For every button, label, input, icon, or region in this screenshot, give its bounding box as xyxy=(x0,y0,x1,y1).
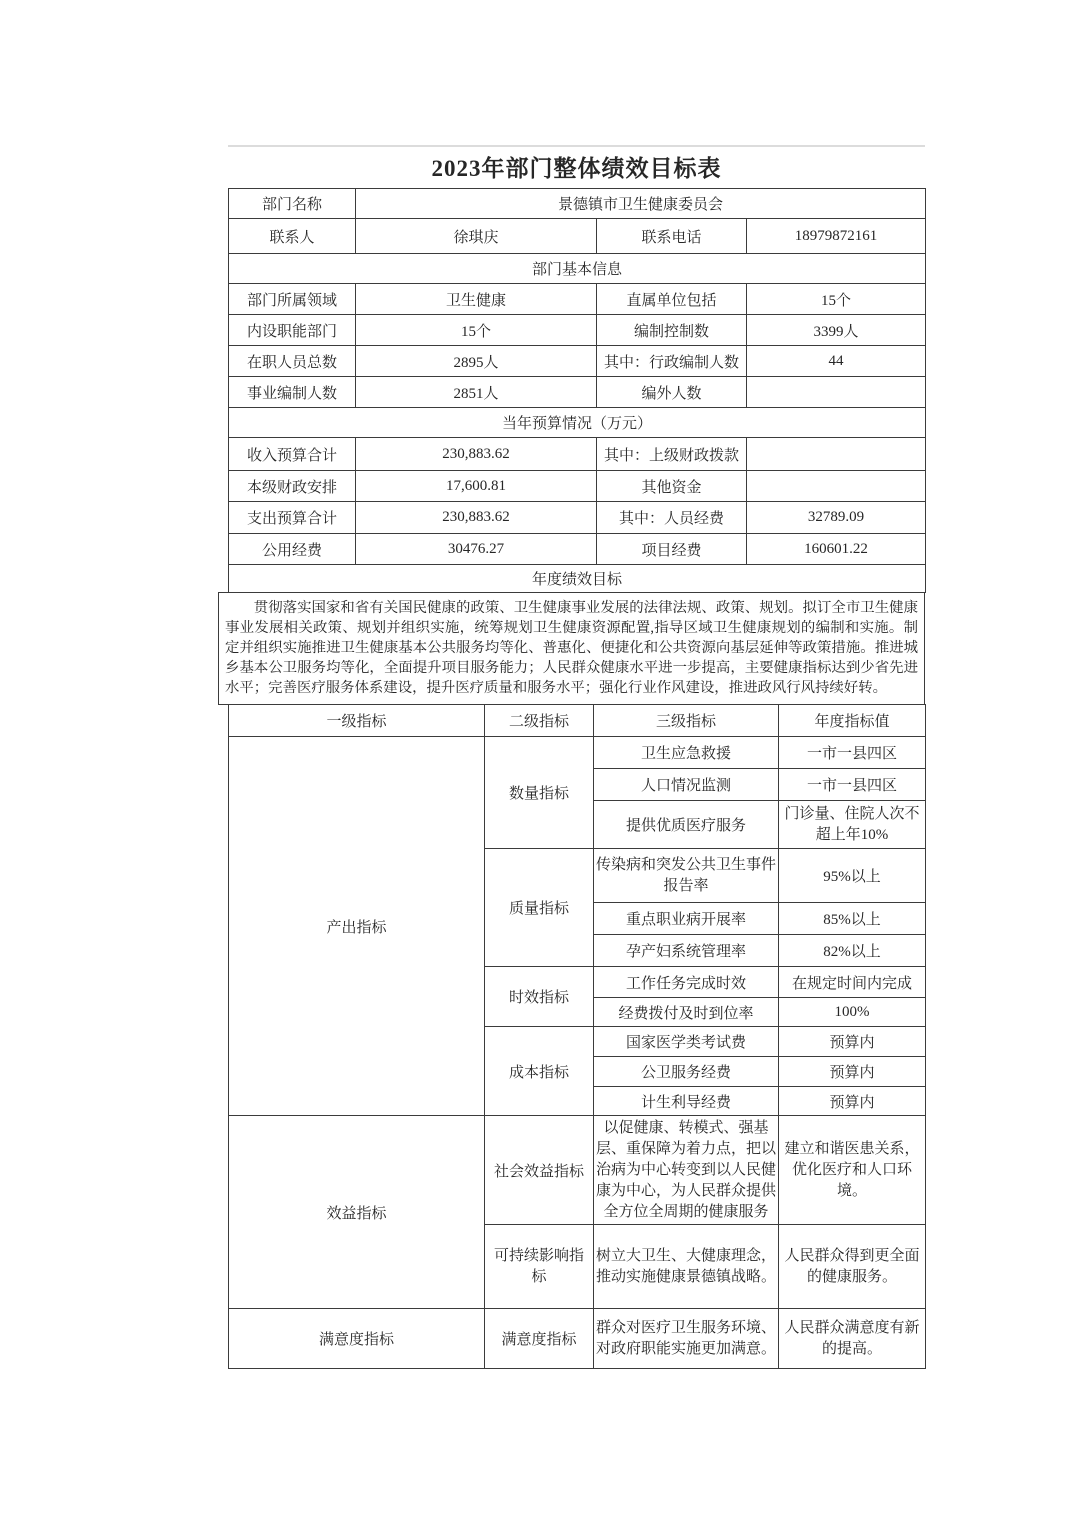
level3-indicator-cell: 经费拨付及时到位率 xyxy=(594,998,779,1027)
info-value-cell: 2895人 xyxy=(356,346,597,377)
contact-value-cell: 徐琪庆 xyxy=(356,219,597,254)
level3-indicator-cell: 以促健康、转模式、强基层、重保障为着力点，把以治病为中心转变到以人民健康为中心，为人民群众提供全方位全周期的健康服务 xyxy=(594,1116,779,1225)
level3-indicator-cell: 重点职业病开展率 xyxy=(594,903,779,935)
level3-indicator-cell: 卫生应急救援 xyxy=(594,737,779,769)
budget-value-cell: 30476.27 xyxy=(356,534,597,565)
budget-value-cell: 160601.22 xyxy=(747,534,926,565)
indicator-value-cell: 预算内 xyxy=(779,1057,926,1087)
budget-value-cell xyxy=(747,471,926,502)
level1-indicator-cell: 满意度指标 xyxy=(229,1309,485,1369)
budget-label-cell: 收入预算合计 xyxy=(229,438,356,471)
info-label-cell: 事业编制人数 xyxy=(229,377,356,408)
performance-target-sheet xyxy=(225,145,925,1369)
info-value-cell: 44 xyxy=(747,346,926,377)
indicator-value-cell: 人民群众得到更全面的健康服务。 xyxy=(779,1225,926,1309)
indicator-value-cell: 在规定时间内完成 xyxy=(779,967,926,998)
indicator-header-level2: 二级指标 xyxy=(485,705,594,737)
level3-indicator-cell: 提供优质医疗服务 xyxy=(594,801,779,849)
budget-label-cell: 其他资金 xyxy=(597,471,747,502)
indicator-value-cell: 一市一县四区 xyxy=(779,737,926,769)
info-value-cell: 卫生健康 xyxy=(356,284,597,315)
indicator-value-cell: 一市一县四区 xyxy=(779,769,926,801)
level2-indicator-cell: 社会效益指标 xyxy=(485,1116,594,1225)
dept-name-label-cell: 部门名称 xyxy=(229,189,356,219)
level2-indicator-cell: 质量指标 xyxy=(485,849,594,967)
level3-indicator-cell: 公卫服务经费 xyxy=(594,1057,779,1087)
level2-indicator-cell: 满意度指标 xyxy=(485,1309,594,1369)
level3-indicator-cell: 传染病和突发公共卫生事件报告率 xyxy=(594,849,779,903)
indicator-header-level3: 三级指标 xyxy=(594,705,779,737)
level2-indicator-cell: 数量指标 xyxy=(485,737,594,849)
level2-indicator-cell: 可持续影响指标 xyxy=(485,1225,594,1309)
info-label-cell: 部门所属领域 xyxy=(229,284,356,315)
budget-value-cell: 32789.09 xyxy=(747,502,926,534)
annual-goal-paragraph: 贯彻落实国家和省有关国民健康的政策、卫生健康事业发展的法律法规、政策、规划。拟订全市卫生健康事业发展相关政策、规划并组织实施，统筹规划卫生健康资源配置,指导区域卫生健康规划的编制和实施。制定并组织实施推进卫生健康基本公共服务均等化、普惠化、便捷化和公共资源向基层延伸等政策措施。推进城乡基本公卫服务均等化，全面提升项目服务能力；人民群众健康水平进一步提高，主要健康指标达到少省先进水平；完善医疗服务体系建设，提升医疗质量和服务水平；强化行业作风建设，推进政风行风持续好转。 xyxy=(218,592,925,705)
indicator-value-cell: 预算内 xyxy=(779,1087,926,1116)
budget-value-cell xyxy=(747,438,926,471)
budget-value-cell: 230,883.62 xyxy=(356,502,597,534)
info-label-cell: 在职人员总数 xyxy=(229,346,356,377)
budget-label-cell: 其中：上级财政拨款 xyxy=(597,438,747,471)
indicator-header-level1: 一级指标 xyxy=(229,705,485,737)
budget-label-cell: 支出预算合计 xyxy=(229,502,356,534)
info-label-cell: 编外人数 xyxy=(597,377,747,408)
info-value-cell: 15个 xyxy=(356,315,597,346)
page-title: 2023年部门整体绩效目标表 xyxy=(228,145,925,188)
indicator-value-cell: 100% xyxy=(779,998,926,1027)
phone-value-cell: 18979872161 xyxy=(747,219,926,254)
indicator-value-cell: 85%以上 xyxy=(779,903,926,935)
budget-value-cell: 230,883.62 xyxy=(356,438,597,471)
indicator-value-cell: 预算内 xyxy=(779,1027,926,1057)
level1-indicator-cell: 效益指标 xyxy=(229,1116,485,1309)
info-value-cell: 2851人 xyxy=(356,377,597,408)
info-value-cell: 3399人 xyxy=(747,315,926,346)
indicator-header-value: 年度指标值 xyxy=(779,705,926,737)
budget-label-cell: 其中：人员经费 xyxy=(597,502,747,534)
indicator-value-cell: 建立和谐医患关系，优化医疗和人口环境。 xyxy=(779,1116,926,1225)
info-value-cell xyxy=(747,377,926,408)
section-basic-info: 部门基本信息 xyxy=(229,254,926,284)
phone-label-cell: 联系电话 xyxy=(597,219,747,254)
level2-indicator-cell: 时效指标 xyxy=(485,967,594,1027)
info-label-cell: 其中：行政编制人数 xyxy=(597,346,747,377)
level3-indicator-cell: 国家医学类考试费 xyxy=(594,1027,779,1057)
budget-label-cell: 本级财政安排 xyxy=(229,471,356,502)
info-value-cell: 15个 xyxy=(747,284,926,315)
level3-indicator-cell: 树立大卫生、大健康理念，推动实施健康景德镇战略。 xyxy=(594,1225,779,1309)
level1-indicator-cell: 产出指标 xyxy=(229,737,485,1116)
budget-value-cell: 17,600.81 xyxy=(356,471,597,502)
info-label-cell: 内设职能部门 xyxy=(229,315,356,346)
indicator-value-cell: 82%以上 xyxy=(779,935,926,967)
indicator-value-cell: 95%以上 xyxy=(779,849,926,903)
level3-indicator-cell: 计生利导经费 xyxy=(594,1087,779,1116)
dept-name-value-cell: 景德镇市卫生健康委员会 xyxy=(356,189,926,219)
budget-label-cell: 项目经费 xyxy=(597,534,747,565)
section-budget: 当年预算情况（万元） xyxy=(229,408,926,438)
indicator-value-cell: 门诊量、住院人次不超上年10% xyxy=(779,801,926,849)
indicator-value-cell: 人民群众满意度有新的提高。 xyxy=(779,1309,926,1369)
level3-indicator-cell: 孕产妇系统管理率 xyxy=(594,935,779,967)
section-annual-goal: 年度绩效目标 xyxy=(229,565,926,593)
info-label-cell: 直属单位包括 xyxy=(597,284,747,315)
budget-label-cell: 公用经费 xyxy=(229,534,356,565)
info-label-cell: 编制控制数 xyxy=(597,315,747,346)
header-info-table xyxy=(228,188,926,593)
level2-indicator-cell: 成本指标 xyxy=(485,1027,594,1116)
contact-label-cell: 联系人 xyxy=(229,219,356,254)
indicators-table xyxy=(228,704,926,1369)
level3-indicator-cell: 群众对医疗卫生服务环境、对政府职能实施更加满意。 xyxy=(594,1309,779,1369)
level3-indicator-cell: 人口情况监测 xyxy=(594,769,779,801)
level3-indicator-cell: 工作任务完成时效 xyxy=(594,967,779,998)
